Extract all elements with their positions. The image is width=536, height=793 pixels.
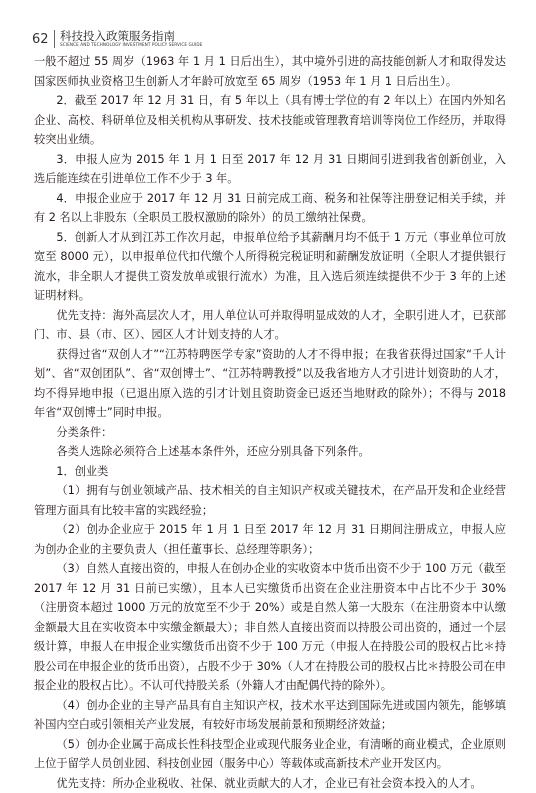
paragraph: 3．申报人应为 2015 年 1 月 1 日至 2017 年 12 月 31 日期间引进到我省创新创业，入选后能连续在引进单位工作不少于 3 年。 — [34, 152, 506, 185]
body-text — [34, 52, 506, 793]
header-divider — [54, 30, 55, 48]
paragraph: 4．申报企业应于 2017 年 12 月 31 日前完成工商、税务和社保等注册登记相关手续，并有 2 名以上非股东（全职员工股权激励的除外）的员工缴纳社保费。 — [34, 191, 506, 224]
list-item: （5）创办企业属于高成长性科技型企业或现代服务业企业，有清晰的商业模式，企业原则上位于留学人员创业园、科技创业园（服务中心）等载体或高新技术产业开发区内。 — [34, 737, 506, 770]
section-heading: 分类条件： — [56, 425, 113, 439]
page-header — [32, 28, 502, 50]
subsection-heading: 1．创业类 — [56, 464, 109, 478]
paragraph: 5．创新人才从到江苏工作次月起，申报单位给予其薪酬月均不低于 1 万元（事业单位可放宽至 8000 元），以申报单位代扣代缴个人所得税完税证明和薪酬发放证明（全职人才提供银行流水，非全职人才提供工资发放单或银行流水）为准，且入选后须连续提供不少于 3 年的上述证明材料。 — [34, 230, 506, 302]
running-subtitle: SCIENCE AND TECHNOLOGY INVESTMENT POLICY SERVICE GUIDE — [60, 42, 203, 47]
list-item: （1）拥有与创业领域产品、技术相关的自主知识产权或关键技术，在产品开发和企业经营管理方面具有比较丰富的实践经验； — [34, 484, 506, 517]
paragraph: 2．截至 2017 年 12 月 31 日，有 5 年以上（具有博士学位的有 2 年以上）在国内外知名企业、高校、科研单位及相关机构从事研发、技术技能或管理教育培训等岗位工作经历，并取得较突出业绩。 — [34, 94, 506, 146]
list-item: （3）自然人直接出资的，申报人在创办企业的实收资本中货币出资不少于 100 万元（截至 2017 年 12 月 31 日前已实缴），且本人已实缴货币出资在企业注册资本中占比不少于 30%（注册资本超过 1000 万元的放宽至不少于 20%）或是自然人第一大股东（在注册资本中认缴金额最大且在实收资本中实缴金额最大）；非自然人直接出资而以持股公司出资的，通过一个层级计算，申报人在申报企业实缴货币出资不少于 100 万元（申报人在持股公司的股权占比＊持股公司在申报企业的货币出资），占股不少于 30%（人才在持股公司的股权占比＊持股公司在申报企业的股权占比）。不认可代持股关系（外籍人才由配偶代持的除外）。 — [34, 562, 506, 692]
running-title: 科技投入政策服务指南 — [60, 29, 175, 43]
paragraph: 各类人选除必须符合上述基本条件外，还应分别具备下列条件。 — [56, 445, 370, 458]
list-item: （2）创办企业应于 2015 年 1 月 1 日至 2017 年 12 月 31 日期间注册成立，申报人应为创办企业的主要负责人（担任董事长、总经理等职务）； — [34, 523, 506, 556]
page-number: 62 — [32, 32, 49, 47]
paragraph: 优先支持：海外高层次人才，用人单位认可并取得明显成效的人才，全职引进人才，已获部门、市、县（市、区）、园区人才计划支持的人才。 — [34, 308, 506, 341]
paragraph: 一般不超过 55 周岁（1963 年 1 月 1 日后出生），其中境外引进的高技能创新人才和取得发达国家医师执业资格卫生创新人才年龄可放宽至 65 周岁（1953 年 1 月 1 日后出生）。 — [34, 55, 506, 88]
list-item: （4）创办企业的主导产品具有自主知识产权，技术水平达到国际先进或国内领先，能够填补国内空白或引领相关产业发展，有较好市场发展前景和预期经济效益； — [34, 698, 506, 731]
paragraph: 优先支持：所办企业税收、社保、就业贡献大的人才，企业已有社会资本投入的人才。 — [56, 776, 482, 790]
paragraph: 获得过省“双创人才”“江苏特聘医学专家”资助的人才不得申报；在我省获得过国家“千人计划”、省“双创团队”、省“双创博士”、“江苏特聘教授”以及我省地方人才引进计划资助的人才，均不得异地申报（已退出原入选的引才计划且资助资金已返还当地财政的除外）；不得与 2018 年省“双创博士”同时申报。 — [34, 347, 506, 419]
